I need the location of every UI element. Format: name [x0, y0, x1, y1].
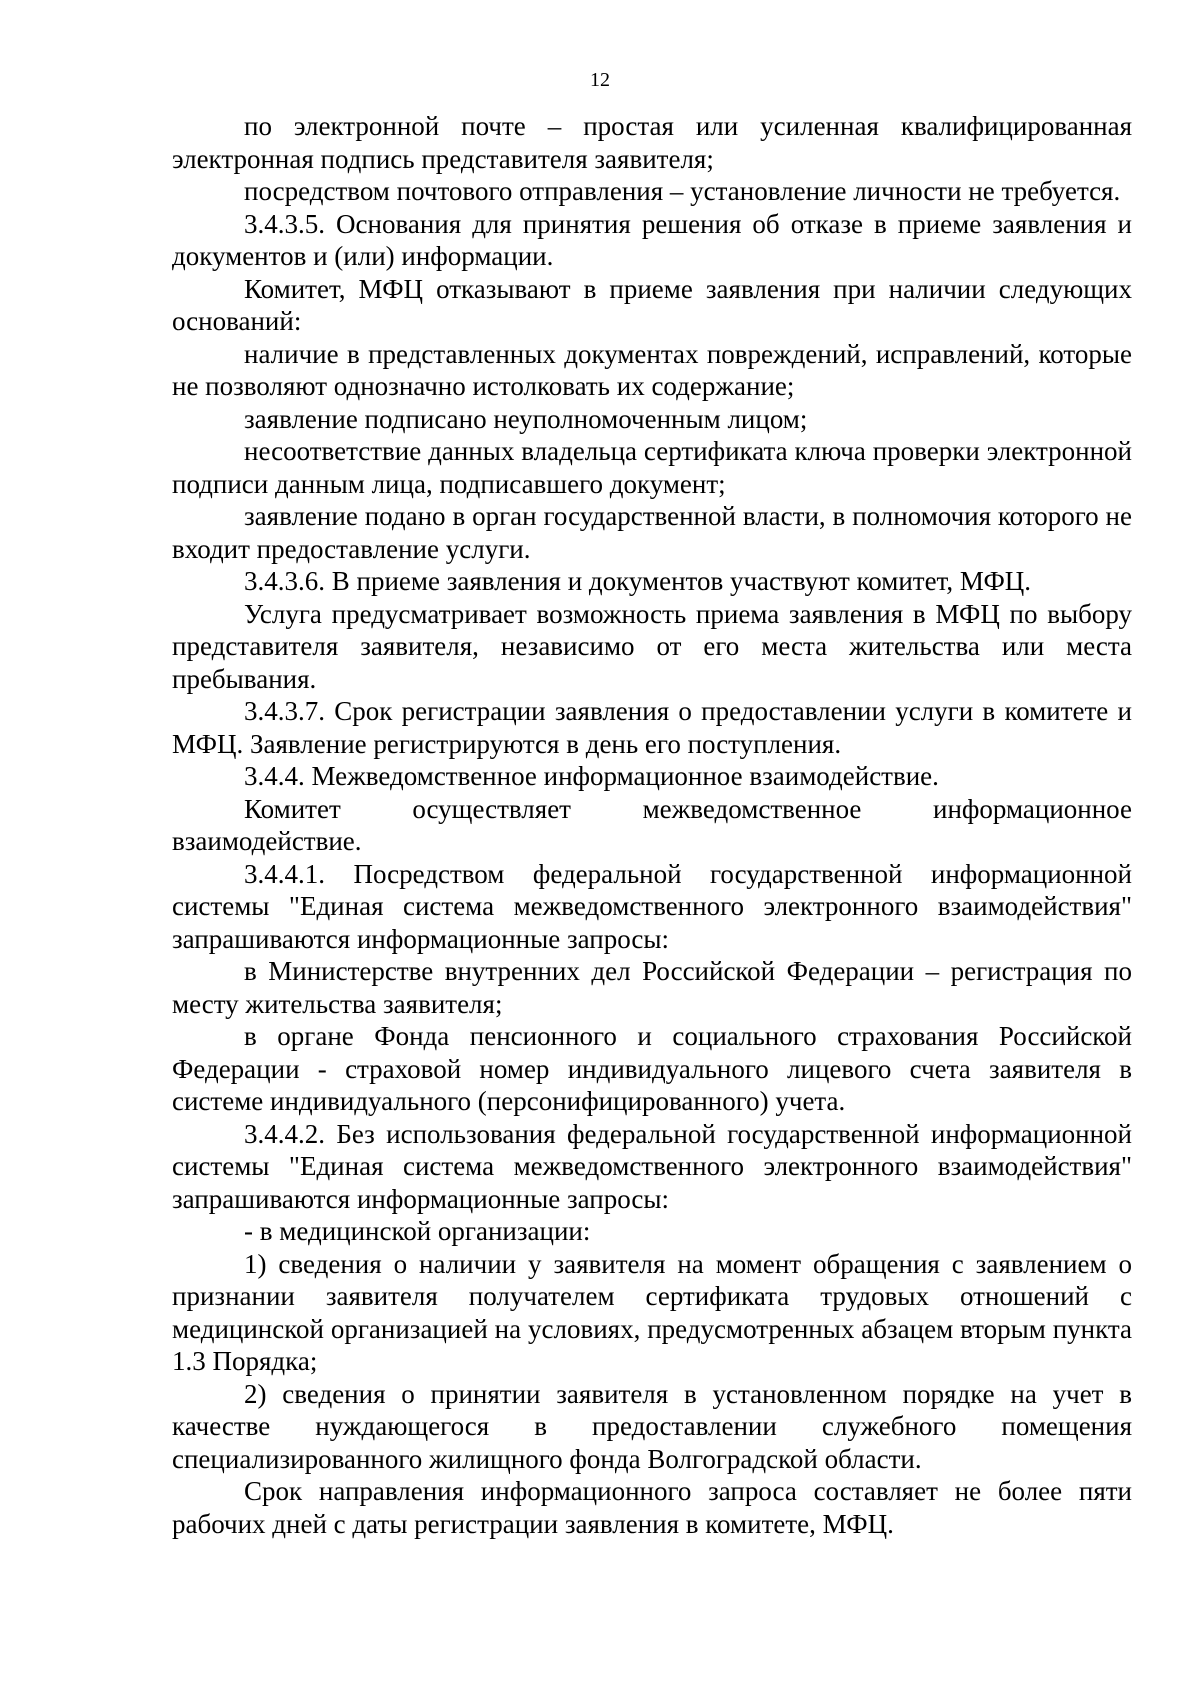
paragraph: 1) сведения о наличии у заявителя на момент обращения с заявлением о признании заявителя получателем сертификата трудовых отношений с медицинской организацией на условиях, предусмотренных абзацем вторым пункта 1.3 Порядка; — [172, 1248, 1132, 1376]
paragraph: 3.4.4. Межведомственное информационное взаимодействие. — [244, 761, 939, 791]
page-number: 12 — [590, 69, 610, 91]
paragraph: 3.4.4.2. Без использования федеральной государственной информационной системы "Единая система межведомственного электронного взаимодействия" запрашиваются информационные запросы: — [172, 1118, 1132, 1214]
paragraph: в органе Фонда пенсионного и социального страхования Российской Федерации - страховой номер индивидуального лицевого счета заявителя в системе индивидуального (персонифицированного) учета. — [172, 1021, 1132, 1116]
paragraph: 3.4.3.6. В приеме заявления и документов участвуют комитет, МФЦ. — [244, 566, 1032, 596]
paragraph: наличие в представленных документах повреждений, исправлений, которые не позволяют однозначно истолковать их содержание; — [172, 338, 1132, 401]
paragraph: Комитет, МФЦ отказывают в приеме заявления при наличии следующих оснований: — [172, 273, 1132, 336]
paragraph: 3.4.3.7. Срок регистрации заявления о предоставлении услуги в комитете и МФЦ. Заявление регистрируются в день его поступления. — [172, 696, 1132, 759]
paragraph: в Министерстве внутренних дел Российской Федерации – регистрация по месту жительства заявителя; — [172, 956, 1132, 1019]
paragraph: Услуга предусматривает возможность приема заявления в МФЦ по выбору представителя заявителя, независимо от его места жительства или места пребывания. — [172, 598, 1132, 694]
paragraph: - в медицинской организации: — [244, 1216, 591, 1246]
paragraph: 2) сведения о принятии заявителя в установленном порядке на учет в качестве нуждающегося в предоставлении служебного помещения специализированного жилищного фонда Волгоградской области. — [172, 1378, 1132, 1474]
paragraph: заявление подписано неуполномоченным лицом; — [244, 403, 808, 434]
paragraph: посредством почтового отправления – установление личности не требуется. — [244, 176, 1121, 206]
paragraph: заявление подано в орган государственной власти, в полномочия которого не входит предоставление услуги. — [172, 501, 1132, 564]
paragraph: 3.4.4.1. Посредством федеральной государственной информационной системы "Единая система межведомственного электронного взаимодействия" запрашиваются информационные запросы: — [172, 858, 1132, 954]
paragraph: Комитет осуществляет межведомственное информационное взаимодействие. — [172, 793, 1132, 856]
paragraph: Срок направления информационного запроса составляет не более пяти рабочих дней с даты регистрации заявления в комитете, МФЦ. — [172, 1476, 1132, 1539]
paragraph: несоответствие данных владельца сертификата ключа проверки электронной подписи данным лица, подписавшего документ; — [172, 436, 1132, 499]
paragraph: по электронной почте – простая или усиленная квалифицированная электронная подпись представителя заявителя; — [172, 111, 1132, 174]
document-body — [172, 110, 1132, 1540]
paragraph: 3.4.3.5. Основания для принятия решения об отказе в приеме заявления и документов и (или) информации. — [172, 208, 1132, 271]
